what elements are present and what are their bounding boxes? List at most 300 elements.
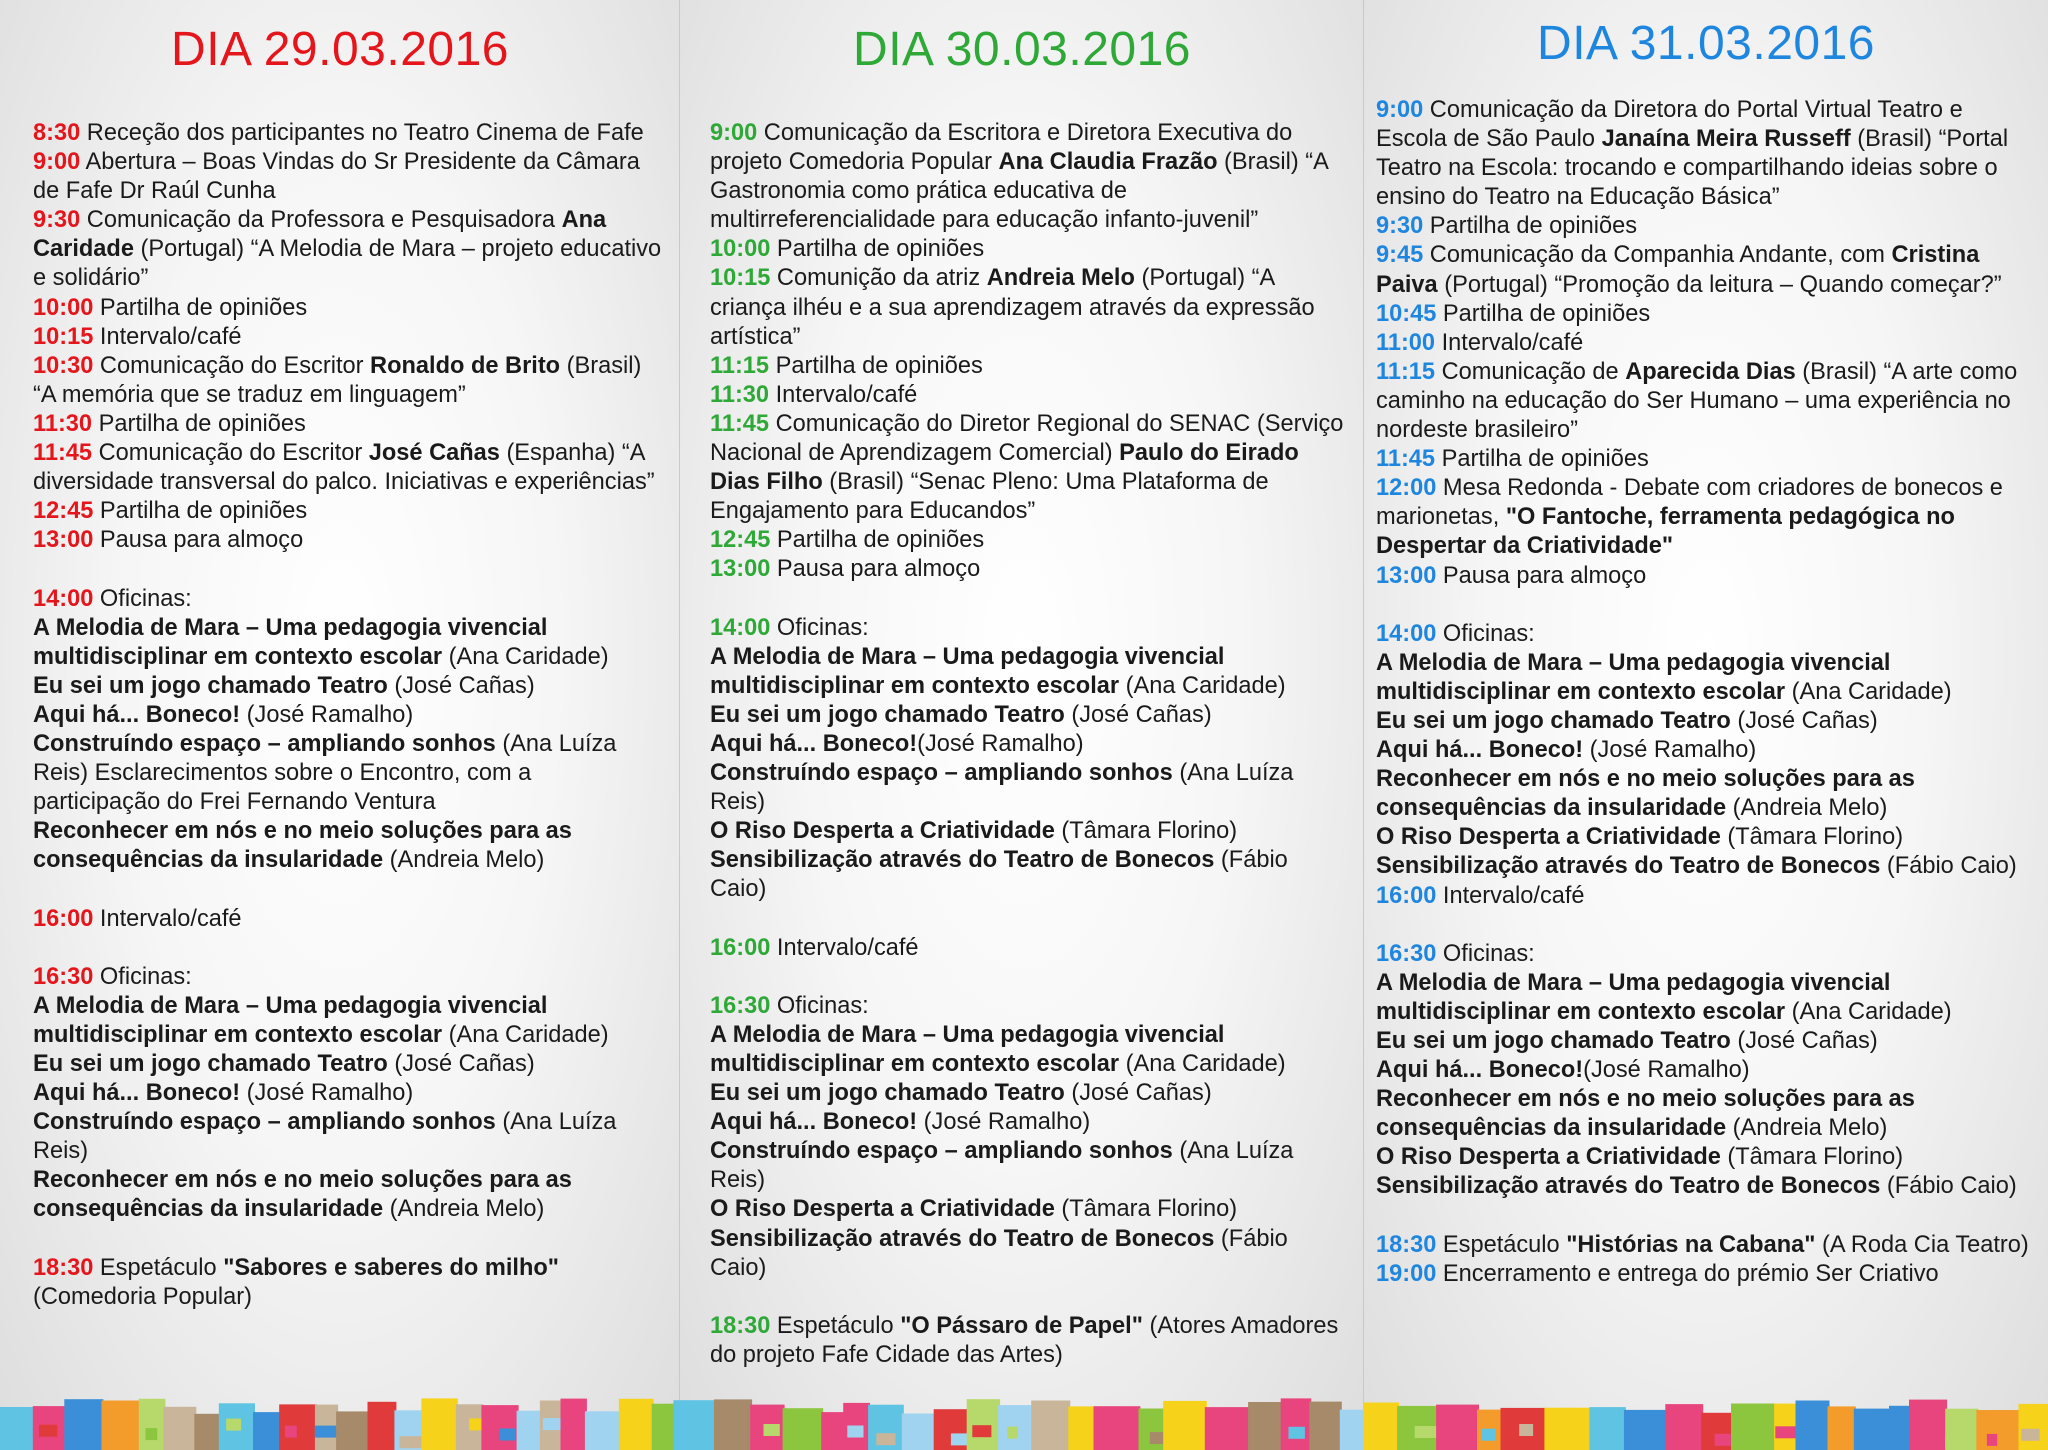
highlight-text: Ana Caridade [33,207,607,263]
entry-text: (Brasil) “A arte como caminho na educação do Ser Humano – uma experiência no nordeste brasileiro” [1376,358,2018,444]
time-label: 12:00 [1376,475,1437,502]
entry-text: Intervalo/café [770,934,919,961]
highlight-text: Aqui há... Boneco! [1376,1057,1584,1084]
time-label: 14:00 [33,585,94,612]
entry-text: Oficinas: [93,585,192,612]
day-title: DIA 30.03.2016 [853,23,1191,76]
time-label: 16:30 [710,992,771,1019]
highlight-text: "Sabores e saberes do milho" [223,1254,559,1281]
highlight-text: "O Pássaro de Papel" [900,1312,1143,1339]
entry-text: Mesa Redonda - Debate com criadores de bonecos e marionetas, [1376,475,2003,531]
entry-text: Intervalo/café [1436,882,1585,909]
highlight-text: Reconhecer em nós e no meio soluções para as consequências da insularidade [33,1167,572,1223]
confetti-piece [876,1433,895,1445]
spacer [1376,591,2038,620]
confetti-piece [1031,1401,1070,1450]
schedule-entry [1376,300,2038,329]
schedule-entry [1376,212,2038,241]
confetti-piece [2019,1404,2048,1450]
highlight-text: Ana Claudia Frazão [998,149,1218,176]
time-label: 18:30 [33,1254,94,1281]
confetti-piece [500,1429,516,1441]
highlight-text: Reconhecer em nós e no meio soluções para as consequências da insularidade [1376,766,1915,822]
schedule-entry [33,730,662,817]
highlight-text: Andreia Melo [986,265,1135,292]
confetti-piece [1976,1410,2020,1450]
confetti-piece [1775,1426,1796,1438]
highlight-text: Aqui há... Boneco! [33,701,241,728]
schedule-entry [33,497,662,526]
entry-text: Comunicação da Professora e Pesquisadora [80,207,562,234]
confetti-piece [194,1414,220,1450]
entry-text: Intervalo/café [93,323,242,350]
entry-text: Comunicação da Companhia Andante, com [1423,242,1892,269]
schedule-entry [33,1254,662,1312]
confetti-piece [1415,1426,1437,1438]
entry-text: (Brasil) “A memória que se traduz em linguagem” [33,352,642,408]
time-label: 16:00 [1376,882,1437,909]
schedule-entry [1376,1143,2038,1172]
confetti-piece [1589,1407,1626,1450]
entry-text: Partilha de opiniões [93,498,308,525]
confetti-piece [847,1426,863,1438]
confetti-piece [368,1402,397,1450]
time-label: 13:00 [1376,562,1437,589]
time-label: 10:15 [710,265,771,292]
schedule-entry [33,963,662,992]
confetti-piece [163,1407,196,1450]
entry-text: Encerramento e entrega do prémio Ser Criativo [1436,1260,1939,1287]
entry-text: Intervalo/café [769,381,918,408]
entry-text: (Andreia Melo) [383,847,545,874]
schedule-list [710,119,1346,1370]
spacer [1376,911,2038,940]
entry-text: (Ana Caridade) [1785,678,1952,705]
schedule-entry [33,119,662,148]
highlight-text: Eu sei um jogo chamado Teatro [710,1080,1065,1107]
entry-text: (José Ramalho) [240,701,414,728]
highlight-text: A Melodia de Mara – Uma pedagogia vivencial multidisciplinar em contexto escolar [33,992,548,1048]
entry-text: (José Cañas) [387,672,535,699]
schedule-entry [33,294,662,323]
schedule-entry [1376,765,2038,823]
entry-text: Comunição da atriz [770,265,987,292]
entry-text: Comunicação da Escritora e Diretora Executiva do projeto Comedoria Popular [710,120,1293,176]
highlight-text: Paulo do Eirado Dias Filho [710,440,1299,496]
entry-text: Partilha de opiniões [92,410,306,437]
time-label: 10:30 [33,352,94,379]
schedule-entry [1376,852,2038,881]
schedule-entry [710,643,1346,701]
confetti-piece [1945,1436,1957,1448]
confetti-piece [1068,1406,1095,1450]
entry-text: (Tâmara Florino) [1054,818,1238,845]
schedule-entry [710,934,1346,963]
confetti-piece [1715,1434,1731,1446]
confetti-piece [967,1399,1000,1450]
entry-text: Comunicação da Diretora do Portal Virtual Teatro e Escola de São Paulo [1376,97,1963,153]
time-label: 11:45 [710,410,770,437]
time-label: 8:30 [33,120,81,146]
entry-text: (José Cañas) [1730,1028,1878,1054]
confetti-piece [0,1407,35,1450]
schedule-entry [1376,823,2038,852]
entry-text: (Ana Luíza Reis) [710,1138,1294,1194]
entry-text: Oficinas: [1436,940,1535,967]
entry-text: (Andreia Melo) [1726,1115,1888,1142]
highlight-text: Eu sei um jogo chamado Teatro [1376,1028,1731,1054]
confetti-piece [1150,1432,1164,1444]
entry-text: (Brasil) “A Gastronomia como prática educativa de multirreferencialidade para educação infanto-juvenil” [710,149,1328,234]
highlight-text: Construíndo espaço – ampliando sonhos [33,1109,496,1136]
schedule-entry [710,1312,1346,1370]
confetti-piece [764,1424,780,1436]
confetti-piece [2021,1429,2039,1441]
entry-text: Partilha de opiniões [1435,446,1649,473]
time-label: 11:45 [1376,446,1436,473]
time-label: 10:15 [33,323,94,350]
time-label: 11:30 [710,381,770,408]
schedule-entry [33,585,662,614]
confetti-piece [1007,1427,1018,1439]
entry-text: Oficinas: [1436,620,1535,647]
schedule-entry [710,817,1346,846]
confetti-piece [279,1404,317,1450]
entry-text: (José Cañas) [1064,701,1212,728]
schedule-entry [710,1021,1346,1079]
schedule-list [1376,96,2038,1289]
entry-text: Comunicação do Escritor [93,352,371,379]
confetti-piece [714,1399,752,1450]
highlight-text: Construíndo espaço – ampliando sonhos [710,760,1173,787]
time-label: 13:00 [33,527,94,554]
confetti-piece [336,1411,369,1450]
entry-text: (Brasil) “Portal Teatro na Escola: trocando e compartilhando ideias sobre o ensino do Teatro na Educação Básica” [1376,126,2009,211]
confetti-piece [1544,1408,1591,1450]
time-label: 10:45 [1376,300,1437,327]
entry-text: (Fábio Caio) [1880,853,2017,880]
confetti-piece [1854,1409,1891,1450]
highlight-text: Construíndo espaço – ampliando sonhos [710,1138,1173,1165]
entry-text: Espetáculo [93,1254,224,1281]
entry-text: Receção dos participantes no Teatro Cinema de Fafe [80,120,644,146]
entry-text: Intervalo/café [93,905,242,932]
highlight-text: Sensibilização através do Teatro de Bonecos [1376,853,1881,880]
confetti-piece [139,1399,166,1450]
entry-text: Partilha de opiniões [769,352,983,379]
entry-text: Intervalo/café [1435,329,1584,356]
schedule-entry [1376,736,2038,765]
highlight-text: Aqui há... Boneco! [33,1080,241,1107]
spacer [710,1283,1346,1312]
entry-text: Espetáculo [1436,1231,1567,1258]
confetti-piece [469,1418,483,1430]
highlight-text: A Melodia de Mara – Uma pedagogia vivencial multidisciplinar em contexto escolar [1376,649,1891,705]
entry-text: (Espanha) “A diversidade transversal do palco. Iniciativas e experiências” [33,440,655,496]
schedule-entry [710,119,1346,235]
schedule-entry [710,410,1346,526]
entry-text: (Portugal) “A criança ilhéu e a sua aprendizagem através da expressão artística” [710,265,1315,350]
day-column-3 [1364,0,2048,1450]
schedule-entry [710,846,1346,904]
schedule-entry [710,381,1346,410]
spacer [710,905,1346,934]
time-label: 9:30 [1376,213,1424,240]
highlight-text: A Melodia de Mara – Uma pedagogia vivencial multidisciplinar em contexto escolar [33,614,548,670]
confetti-piece [1436,1405,1479,1450]
schedule-entry [1376,329,2038,358]
highlight-text: Aqui há... Boneco! [710,1109,918,1136]
entry-text: (José Ramalho) [1583,737,1757,764]
schedule-entry [1376,1085,2038,1143]
entry-text: (Ana Caridade) [442,643,609,670]
day-title: DIA 29.03.2016 [171,23,509,76]
time-label: 9:00 [710,120,758,146]
time-label: 10:00 [33,294,94,321]
schedule-entry [710,1108,1346,1137]
confetti-piece [39,1425,57,1437]
entry-text: (José Ramalho) [1583,1057,1750,1084]
highlight-text: Aqui há... Boneco! [1376,737,1584,764]
time-label: 9:00 [1376,97,1424,123]
schedule-entry [710,555,1346,584]
confetti-piece [1796,1401,1830,1450]
confetti-piece [561,1399,587,1450]
time-label: 9:30 [33,207,81,234]
confetti-piece [421,1398,457,1450]
entry-text: Partilha de opiniões [1423,213,1638,240]
highlight-text: O Riso Desperta a Criatividade [1376,1144,1721,1171]
highlight-text: "O Fantoche, ferramenta pedagógica no Despertar da Criatividade" [1376,504,1955,560]
confetti-piece [1624,1410,1668,1450]
entry-text: Oficinas: [770,614,869,641]
schedule-entry [1376,1260,2038,1289]
entry-text: Oficinas: [93,963,192,990]
entry-text: (José Cañas) [1730,707,1878,734]
schedule-entry [710,1195,1346,1224]
schedule-entry [710,759,1346,817]
confetti-piece [64,1399,103,1450]
entry-text: Partilha de opiniões [93,294,308,321]
entry-text: (A Roda Cia Teatro) [1815,1231,2029,1258]
entry-text: (Ana Luíza Reis) [33,1109,617,1165]
schedule-entry [1376,1172,2038,1201]
spacer [1376,1202,2038,1231]
confetti-piece [101,1401,140,1450]
schedule-entry [33,817,662,875]
schedule-entry [33,352,662,410]
time-label: 9:45 [1376,242,1424,269]
confetti-piece [821,1412,845,1450]
entry-text: (José Ramalho) [240,1080,414,1107]
entry-text: Partilha de opiniões [1436,300,1651,327]
time-label: 14:00 [710,614,771,641]
schedule-entry [1376,649,2038,707]
schedule-entry [710,614,1346,643]
entry-text: Partilha de opiniões [770,527,985,554]
spacer [33,934,662,963]
schedule-entry [1376,707,2038,736]
schedule-entry [1376,241,2038,299]
highlight-text: José Cañas [368,440,500,467]
confetti-piece [585,1411,621,1450]
schedule-entry [33,672,662,701]
entry-text: (Ana Caridade) [1119,672,1286,699]
highlight-text: O Riso Desperta a Criatividade [1376,824,1721,851]
schedule-entry [33,148,662,206]
confetti-piece [1909,1400,1947,1450]
schedule-entry [710,1137,1346,1195]
confetti-piece [226,1419,241,1431]
schedule-entry [1376,1056,2038,1085]
entry-text: (Brasil) “Senac Pleno: Uma Plataforma de Engajamento para Educandos” [710,469,1269,525]
spacer [33,1225,662,1254]
highlight-text: Ronaldo de Brito [370,352,561,379]
entry-text: (Tâmara Florino) [1054,1196,1238,1223]
schedule-entry [33,701,662,730]
entry-text: Abertura – Boas Vindas do Sr Presidente da Câmara de Fafe Dr Raúl Cunha [33,149,640,205]
confetti-piece [619,1399,654,1450]
schedule-entry [33,323,662,352]
time-label: 16:30 [1376,940,1437,967]
time-label: 12:45 [710,527,771,554]
confetti-piece [1309,1402,1342,1450]
schedule-entry [710,701,1346,730]
entry-text: Comunicação do Escritor [92,440,369,467]
confetti-piece [783,1408,824,1450]
schedule-entry [1376,96,2038,212]
highlight-text: Cristina Paiva [1376,242,1980,298]
confetti-piece [481,1405,518,1450]
highlight-text: "Histórias na Cabana" [1566,1231,1816,1258]
schedule-entry [33,905,662,934]
entry-text: (Fábio Caio) [710,847,1288,903]
confetti-piece [1519,1424,1533,1436]
confetti-piece [1889,1406,1911,1450]
time-label: 18:30 [710,1312,771,1339]
confetti-piece [951,1433,969,1445]
schedule-entry [710,992,1346,1021]
entry-text: (Andreia Melo) [383,1196,545,1223]
schedule-entry [33,439,662,497]
highlight-text: A Melodia de Mara – Uma pedagogia vivencial multidisciplinar em contexto escolar [710,1021,1225,1077]
confetti-piece [1481,1429,1495,1441]
highlight-text: Eu sei um jogo chamado Teatro [1376,707,1731,734]
confetti-piece [652,1404,676,1450]
entry-text: Pausa para almoço [770,556,981,583]
entry-text: (Ana Caridade) [442,1021,609,1048]
confetti-piece [1094,1406,1141,1450]
spacer [33,555,662,584]
confetti-piece [1987,1434,1997,1446]
schedule-list [33,119,662,1312]
highlight-text: A Melodia de Mara – Uma pedagogia vivencial multidisciplinar em contexto escolar [710,643,1225,699]
entry-text: (Atores Amadores do projeto Fafe Cidade das Artes) [710,1312,1339,1368]
confetti-piece [146,1428,158,1440]
highlight-text: Sensibilização através do Teatro de Bonecos [710,1225,1215,1252]
entry-text: Pausa para almoço [1436,562,1647,589]
spacer [33,875,662,904]
confetti-piece [902,1414,936,1450]
time-label: 10:00 [710,236,771,263]
schedule-entry [1376,562,2038,591]
entry-text: Pausa para almoço [93,527,304,554]
confetti-piece [1289,1427,1305,1439]
entry-text: (José Ramalho) [917,1109,1091,1136]
schedule-entry [33,1108,662,1166]
time-label: 11:15 [1376,358,1436,385]
confetti-piece [315,1426,338,1438]
highlight-text: Eu sei um jogo chamado Teatro [33,1051,388,1077]
schedule-entry [1376,358,2038,445]
schedule-entry [1376,620,2038,649]
time-label: 19:00 [1376,1260,1437,1287]
entry-text: (José Cañas) [1064,1080,1212,1107]
entry-text: (Portugal) “A Melodia de Mara – projeto educativo e solidário” [33,236,662,292]
entry-text: (Ana Luíza Reis) Esclarecimentos sobre o Encontro, com a participação do Frei Fernando Ventura [33,730,617,816]
time-label: 18:30 [1376,1231,1437,1258]
highlight-text: Reconhecer em nós e no meio soluções para as consequências da insularidade [33,818,572,874]
entry-text: (Fábio Caio) [710,1225,1288,1281]
schedule-entry [33,614,662,672]
time-label: 12:45 [33,498,94,525]
time-label: 11:00 [1376,329,1436,356]
confetti-piece [1281,1398,1312,1450]
schedule-entry [710,730,1346,759]
time-label: 11:15 [710,352,770,379]
schedule-entry [1376,1027,2038,1056]
confetti-piece [253,1412,281,1450]
confetti-piece [1731,1404,1776,1450]
entry-text: (Andreia Melo) [1726,795,1888,822]
confetti-piece [400,1436,423,1448]
day-title: DIA 31.03.2016 [1537,17,1875,70]
time-label: 16:30 [33,963,94,990]
confetti-piece [673,1400,716,1450]
time-label: 9:00 [33,149,81,176]
entry-text: Comunicação do Diretor Regional do SENAC (Serviço Nacional de Aprendizagem Comercial) [710,410,1344,467]
entry-text: Espetáculo [770,1312,901,1339]
confetti-piece [285,1426,297,1438]
confetti-piece [1363,1403,1399,1450]
day-column-2 [680,0,1364,1450]
highlight-text: A Melodia de Mara – Uma pedagogia vivencial multidisciplinar em contexto escolar [1376,969,1891,1025]
schedule-entry [710,1079,1346,1108]
highlight-text: Construíndo espaço – ampliando sonhos [33,730,496,757]
entry-text: (Ana Caridade) [1119,1051,1286,1077]
confetti-piece [1205,1407,1250,1450]
schedule-entry [33,1166,662,1224]
time-label: 16:00 [710,934,771,961]
time-label: 11:45 [33,440,93,467]
highlight-text: Eu sei um jogo chamado Teatro [33,672,388,699]
confetti-piece [972,1425,991,1437]
highlight-text: Aqui há... Boneco! [710,730,918,757]
entry-text: (Portugal) “Promoção da leitura – Quando começar?” [1437,271,2002,298]
schedule-entry [33,992,662,1050]
schedule-entry [33,1050,662,1079]
highlight-text: O Riso Desperta a Criatividade [710,818,1055,845]
entry-text: Oficinas: [770,992,869,1019]
day-column-1 [0,0,680,1450]
schedule-entry [710,235,1346,264]
entry-text: (Fábio Caio) [1880,1173,2017,1200]
confetti-piece [1248,1402,1283,1450]
schedule-entry [1376,969,2038,1027]
confetti-piece [517,1411,542,1450]
confetti-piece [1163,1401,1207,1450]
highlight-text: Janaína Meira Russeff [1601,126,1851,153]
